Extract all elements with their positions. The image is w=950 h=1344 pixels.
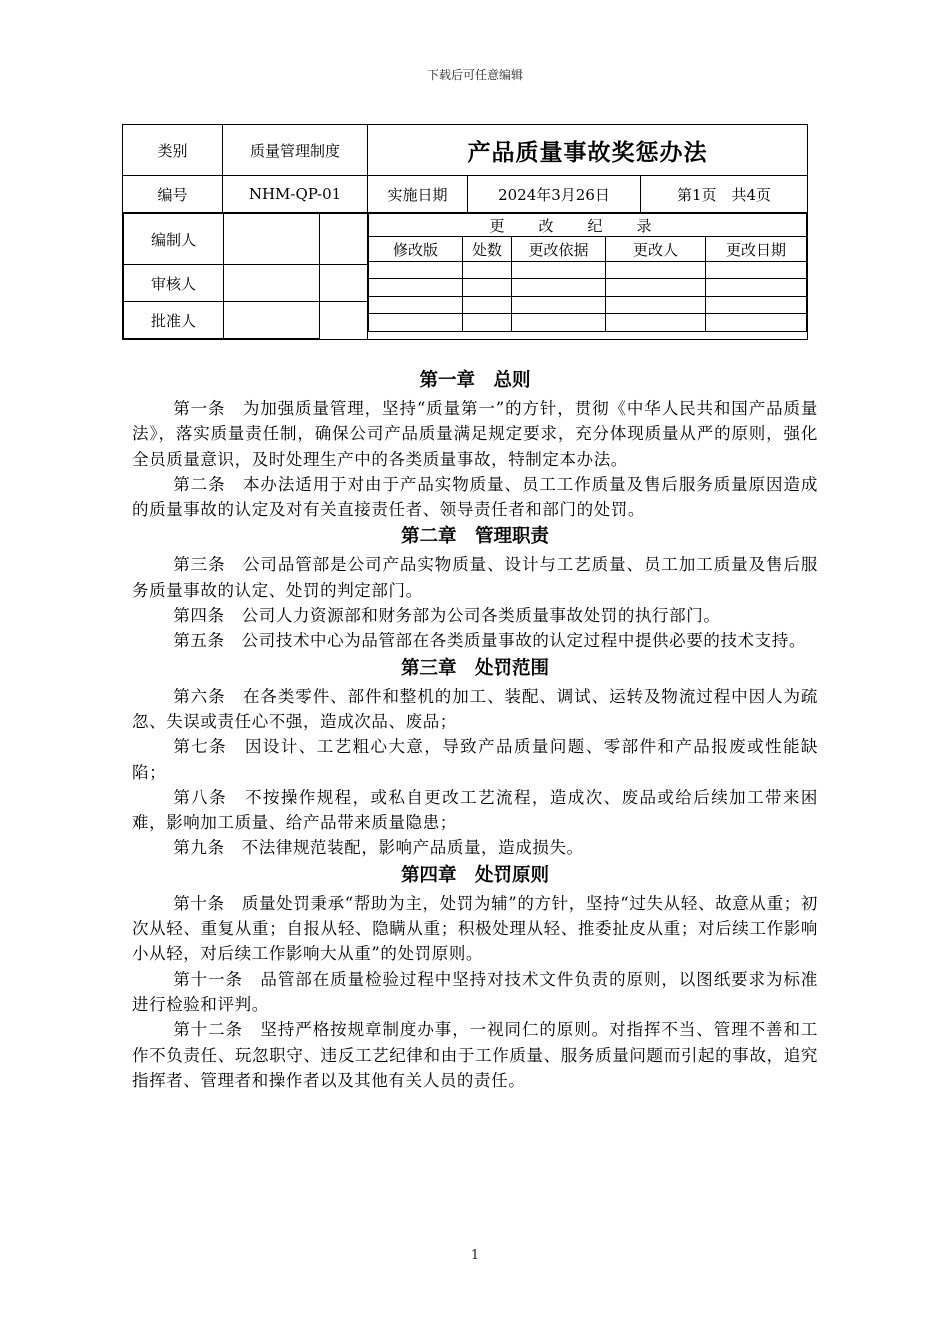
page-number: 1 (470, 1248, 480, 1263)
compiler-label: 编制人 (124, 214, 224, 265)
change-row (369, 297, 807, 314)
impl-date-label: 实施日期 (368, 176, 468, 213)
article-paragraph: 第十一条 品管部在质量检验过程中坚持对技术文件负责的原则，以图纸要求为标准进行检验和评判。 (132, 969, 818, 1014)
reviewer-value (224, 265, 320, 302)
change-row (369, 314, 807, 332)
article-paragraph: 第四条 公司人力资源部和财务部为公司各类质量事故处罚的执行部门。 (173, 606, 721, 626)
article-paragraph: 第八条 不按操作规程，或私自更改工艺流程，造成次、废品或给后续加工带来困难，影响加工质量、给产品带来质量隐患； (132, 787, 818, 833)
page-info: 第1页 共4页 (641, 176, 808, 213)
article-paragraph: 第二条 本办法适用于对由于产品实物质量、员工工作质量及售后服务质量原因造成的质量事故的认定及对有关直接责任者、领导责任者和部门的处罚。 (132, 474, 818, 520)
chapter-heading: 第一章 总则 (419, 370, 531, 391)
article-paragraph: 第七条 因设计、工艺粗心大意，导致产品质量问题、零部件和产品报废或性能缺陷； (132, 737, 818, 782)
chapter-4 (132, 861, 818, 1093)
chapter-1 (132, 366, 818, 522)
impl-date-value: 2024年3月26日 (468, 176, 641, 213)
compiler-value (224, 214, 320, 265)
change-col-date: 更改日期 (706, 237, 807, 262)
article-paragraph: 第三条 公司品管部是公司产品实物质量、设计与工艺质量、员工加工质量及售后服务质量事故的认定、处罚的判定部门。 (132, 555, 818, 600)
approver-value (224, 302, 320, 339)
category-value: 质量管理制度 (223, 125, 368, 176)
reviewer-label: 审核人 (124, 265, 224, 302)
change-row (369, 262, 807, 279)
chapter-heading: 第四章 处罚原则 (400, 864, 549, 886)
code-value: NHM-QP-01 (223, 176, 368, 213)
document-title: 产品质量事故奖惩办法 (368, 125, 808, 176)
change-record-table (368, 213, 807, 332)
document-control-table (122, 124, 807, 337)
change-record-title: 更改纪录 (369, 214, 807, 237)
article-paragraph: 第十条 质量处罚秉承“帮助为主，处罚为辅”的方针，坚持“过失从轻、故意从重；初次从轻、重复从重；自报从轻、隐瞒从重；积极处理从轻、推委扯皮从重；对后续工作影响小从轻，对后续工作影响大从重”的处罚原则。 (132, 893, 818, 964)
article-paragraph: 第十二条 坚持严格按规章制度办事，一视同仁的原则。对指挥不当、管理不善和工作不负责任、玩忽职守、违反工艺纪律和由于工作质量、服务质量问题而引起的事故，追究指挥者、管理者和操作者以及其他有关人员的责任。 (132, 1020, 818, 1090)
approver-label: 批准人 (124, 302, 224, 339)
chapter-heading: 第三章 处罚范围 (400, 657, 549, 679)
change-col-person: 更改人 (606, 237, 706, 262)
change-col-count: 处数 (463, 237, 512, 262)
chapter-heading: 第二章 管理职责 (400, 526, 549, 548)
change-col-version: 修改版 (369, 237, 463, 262)
change-col-basis: 更改依据 (512, 237, 606, 262)
article-paragraph: 第九条 不法律规范装配，影响产品质量，造成损失。 (173, 838, 584, 858)
page-header-note: 下载后可任意编辑 (426, 68, 523, 82)
article-paragraph: 第一条 为加强质量管理，坚持“质量第一”的方针，贯彻《中华人民共和国产品质量法》，落实质量责任制，确保公司产品质量满足规定要求，充分体现质量从严的原则，强化全员质量意识，及时处理生产中的各类质量事故，特制定本办法。 (132, 399, 818, 469)
article-paragraph: 第六条 在各类零件、部件和整机的加工、装配、调试、运转及物流过程中因人为疏忽、失误或责任心不强，造成次品、废品； (132, 686, 818, 731)
category-label: 类别 (123, 125, 223, 176)
article-paragraph: 第五条 公司技术中心为品管部在各类质量事故的认定过程中提供必要的技术支持。 (173, 631, 806, 651)
code-label: 编号 (123, 176, 223, 213)
document-body (132, 366, 818, 1093)
chapter-3 (132, 654, 818, 861)
chapter-2 (132, 522, 818, 653)
change-row (369, 279, 807, 297)
signature-block (123, 213, 367, 339)
